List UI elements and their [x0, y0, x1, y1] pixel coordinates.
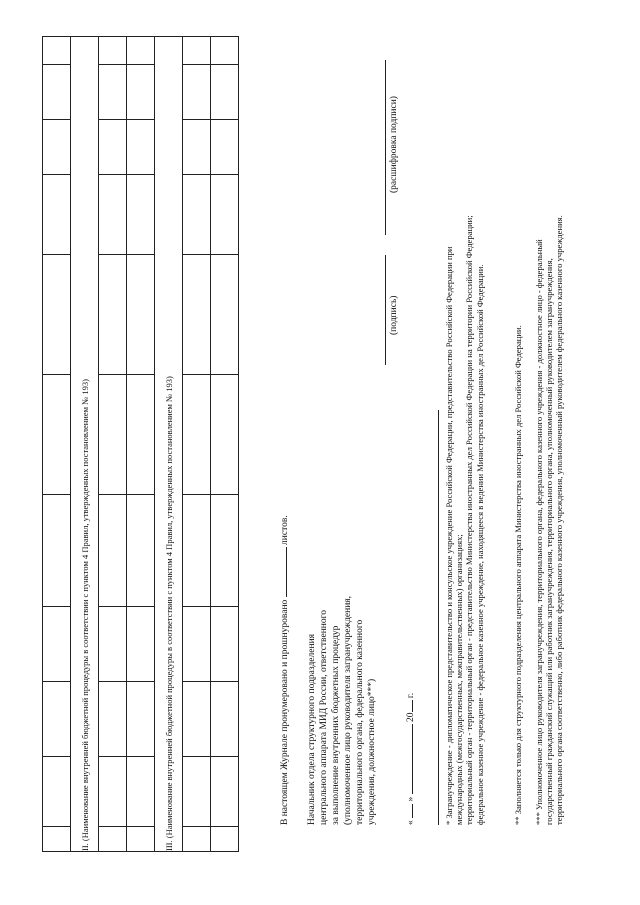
- numbered-statement: В настоящем Журнале пронумеровано и прошнуровано листов.: [276, 515, 291, 825]
- table-row: [211, 37, 239, 852]
- signature-line: [385, 255, 386, 365]
- head-line: территориального органа, федерального казенного: [355, 619, 365, 825]
- decoding-line: [385, 60, 386, 235]
- head-line: (уполномоченное лицо руководителя загранучреждения,: [343, 595, 353, 825]
- table-row: [127, 37, 155, 852]
- table-row: [183, 37, 211, 852]
- table-row: [99, 37, 127, 852]
- footnote-1: * Загранучреждение - дипломатическое представительство и консульское учреждение Российской Федерации, представительство Российской Федерации при международных (межгосударственных, межправительственных) организациях; территориальный орган - территориальный орган - представительство Министерства иностранных дел Российской Федерации на территории Российской Федерации; федеральное казенное учреждение - федеральное казенное учреждение, находящееся в ведении Министерства иностранных дел Российской Федерации.: [444, 215, 485, 825]
- table-row: [43, 37, 71, 852]
- section-3-title: III. (Наименование внутренней бюджетной процедуры в соответствии с пунктом 4 Правил, утвержденных постановлением № 193): [163, 376, 174, 851]
- footnote-2: ** Заполняется только для структурного подразделения центрального аппарата Министерства иностранных дел Российской Федерации.: [513, 325, 523, 825]
- table-row: [155, 37, 183, 852]
- date-line: « » 20 г.: [402, 693, 417, 825]
- footnote-3: *** Уполномоченное лицо руководителя загранучреждения, территориального органа, федерального казенного учреждения - должностное лицо - федеральный государственный гражданский служащий или работник загранучреждения, территориального органа, уполномоченный руководителем загранучреждения, территориального органа соответственно, либо работник федерального казенного учреждения, уполномоченный руководителем федерального казенного учреждения.: [534, 215, 565, 825]
- day-blank: [402, 804, 413, 818]
- head-line: Начальник отдела структурного подразделения: [307, 633, 317, 825]
- footnote-separator: [438, 410, 439, 825]
- month-blank: [402, 724, 413, 794]
- signature-label: (подпись): [389, 295, 399, 335]
- section-2-title: II. (Наименование внутренней бюджетной процедуры в соответствии с пунктом 4 Правил, утвержденных постановлением № 193): [79, 379, 90, 851]
- journal-table: [42, 36, 239, 852]
- year-blank: [402, 701, 413, 713]
- head-line: за выполнение внутренних бюджетных процедур: [331, 625, 341, 825]
- head-line: учреждения, должностное лицо***): [367, 678, 377, 825]
- decoding-label: (расшифровка подписи): [389, 96, 399, 193]
- sheets-count-blank: [276, 547, 287, 597]
- head-line: центрального аппарата МИД России, ответственного: [319, 609, 329, 825]
- responsible-person-block: [306, 596, 378, 825]
- table-row: [71, 37, 99, 852]
